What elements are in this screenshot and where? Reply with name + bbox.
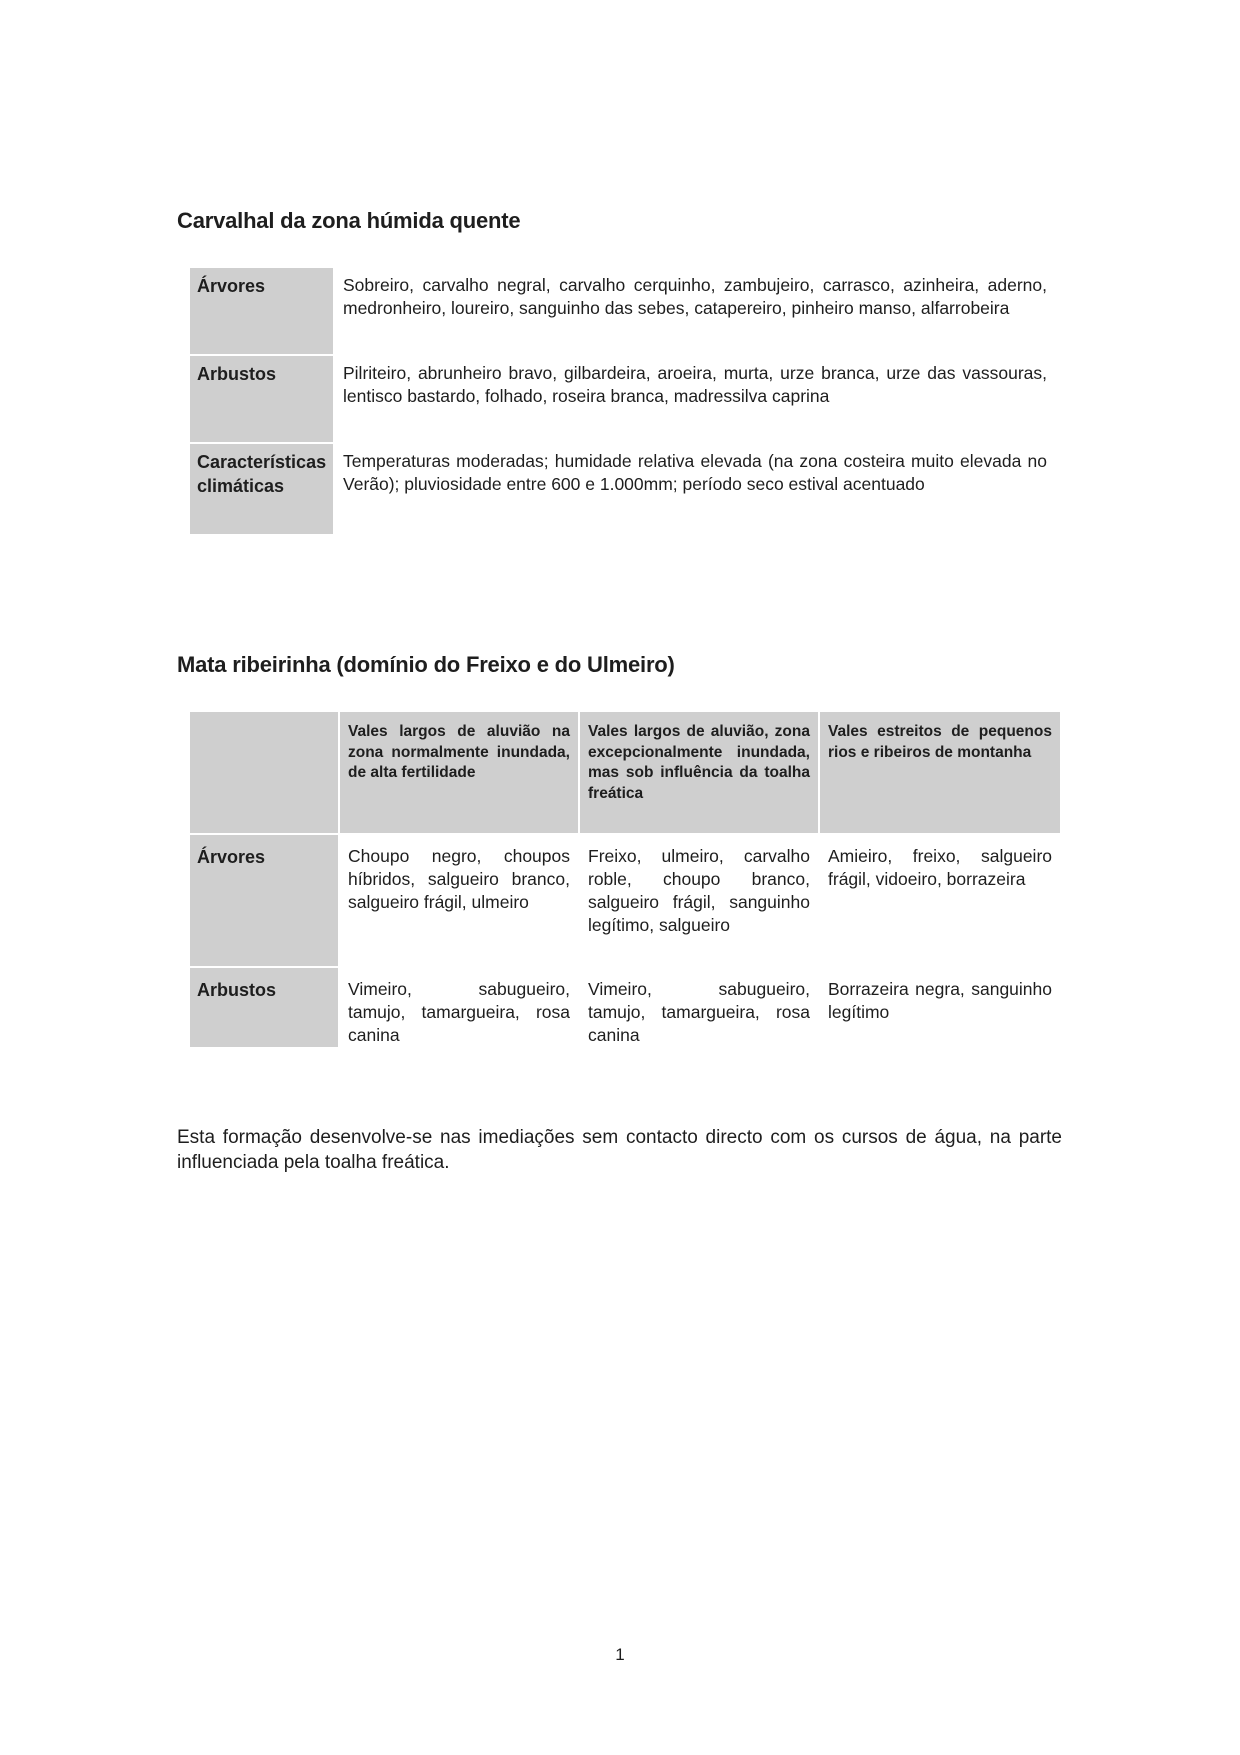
column-header: Vales estreitos de pequenos rios e ribeiros de montanha xyxy=(820,712,1060,835)
row-label: Árvores xyxy=(190,835,340,968)
row-text: Pilriteiro, abrunheiro bravo, gilbardeira, aroeira, murta, urze branca, urze das vassouras, lentisco bastardo, folhado, roseira branca, madressilva caprina xyxy=(343,363,1047,406)
column-header: Vales largos de aluvião, zona excepcionalmente inundada, mas sob influência da toalha freática xyxy=(580,712,820,835)
page-number: 1 xyxy=(615,1645,625,1664)
table-header-row xyxy=(190,712,1060,835)
row-label: Arbustos xyxy=(190,356,333,444)
table-row xyxy=(190,268,1054,356)
section-heading-mata-ribeirinha: Mata ribeirinha (domínio do Freixo e do Ulmeiro) xyxy=(177,652,675,677)
column-header: Vales largos de aluvião na zona normalmente inundada, de alta fertilidade xyxy=(340,712,580,835)
row-label: Arbustos xyxy=(190,968,340,1047)
table-row xyxy=(190,968,1060,1047)
section-heading-carvalhal: Carvalhal da zona húmida quente xyxy=(177,208,521,233)
carvalhal-table xyxy=(190,268,1054,536)
table-row xyxy=(190,835,1060,968)
table-cell: Vimeiro, sabugueiro, tamujo, tamargueira, rosa canina xyxy=(340,968,580,1047)
table-cell: Vimeiro, sabugueiro, tamujo, tamargueira, rosa canina xyxy=(580,968,820,1047)
mata-ribeirinha-table xyxy=(190,712,1060,1047)
row-text: Temperaturas moderadas; humidade relativa elevada (na zona costeira muito elevada no Verão); pluviosidade entre 600 e 1.000mm; período seco estival acentuado xyxy=(343,451,1047,494)
table-row xyxy=(190,444,1054,536)
body-paragraph: Esta formação desenvolve-se nas imediações sem contacto directo com os cursos de água, na parte influenciada pela toalha freática. xyxy=(177,1127,1062,1173)
row-label: Características climáticas xyxy=(190,444,333,536)
row-label: Árvores xyxy=(190,268,333,356)
table-row xyxy=(190,356,1054,444)
header-corner-cell xyxy=(190,712,340,835)
table-cell: Freixo, ulmeiro, carvalho roble, choupo branco, salgueiro frágil, sanguinho legítimo, salgueiro xyxy=(580,835,820,968)
row-text: Sobreiro, carvalho negral, carvalho cerquinho, zambujeiro, carrasco, azinheira, aderno, medronheiro, loureiro, sanguinho das sebes, catapereiro, pinheiro manso, alfarrobeira xyxy=(343,275,1047,318)
table-cell: Borrazeira negra, sanguinho legítimo xyxy=(828,979,1052,1022)
table-cell: Choupo negro, choupos híbridos, salgueiro branco, salgueiro frágil, ulmeiro xyxy=(340,835,580,968)
table-cell: Amieiro, freixo, salgueiro frágil, vidoeiro, borrazeira xyxy=(820,835,1060,968)
